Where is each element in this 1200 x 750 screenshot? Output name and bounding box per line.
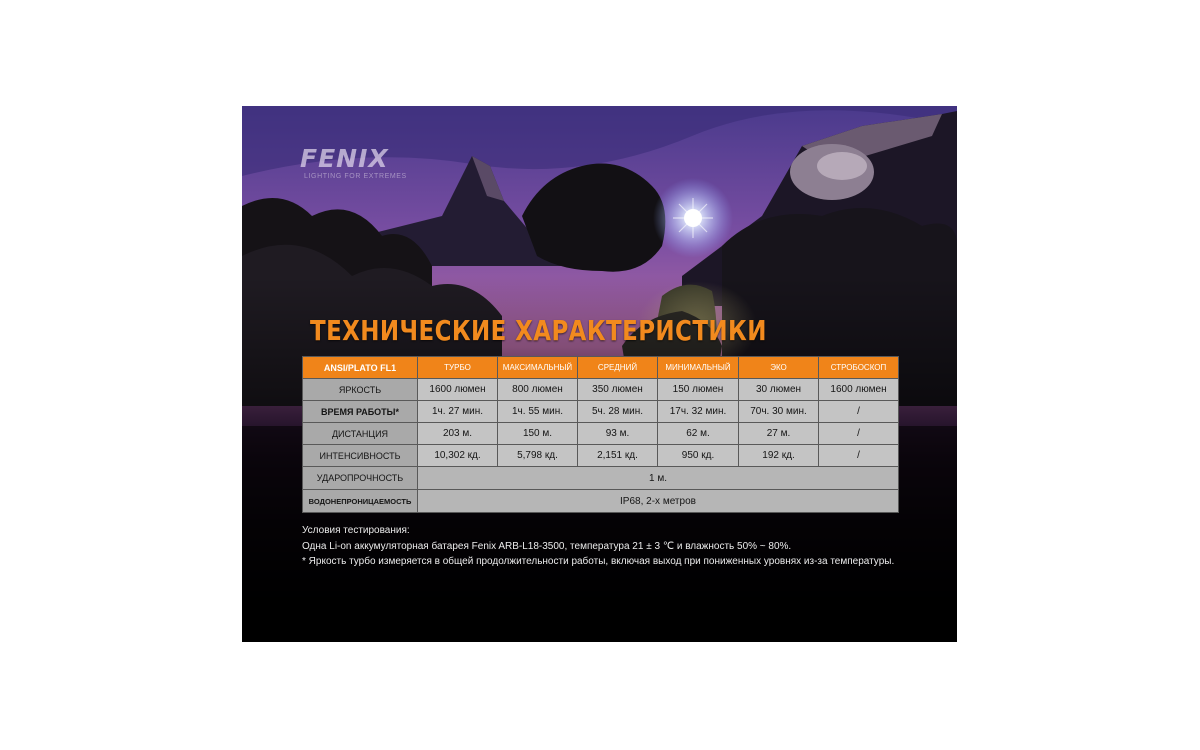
table-cell: / [819, 445, 899, 467]
mode-header: СРЕДНИЙ [578, 357, 658, 379]
row-label: ДИСТАНЦИЯ [303, 423, 418, 445]
notes-line: Одна Li-on аккумуляторная батарея Fenix ARB-L18-3500, температура 21 ± 3 ℃ и влажность 50% ~ 80%. [302, 540, 792, 552]
mode-header: ТУРБО [418, 357, 498, 379]
table-cell: 150 м. [498, 423, 578, 445]
logo-wordmark: FENIX [300, 144, 389, 173]
table-row [303, 467, 899, 490]
table-cell: 62 м. [658, 423, 739, 445]
row-label: ИНТЕНСИВНОСТЬ [303, 445, 418, 467]
table-cell: 1 м. [418, 467, 899, 490]
table-cell: 1600 люмен [819, 379, 899, 401]
table-cell: 1ч. 55 мин. [498, 401, 578, 423]
fenix-logo [300, 146, 410, 180]
table-row [303, 445, 899, 467]
row-label: ВОДОНЕПРОНИЦАЕМОСТЬ [303, 490, 418, 513]
specs-heading: ТЕХНИЧЕСКИЕ ХАРАКТЕРИСТИКИ [310, 314, 767, 347]
table-cell: 5,798 кд. [498, 445, 578, 467]
row-label: ВРЕМЯ РАБОТЫ* [303, 401, 418, 423]
notes-title: Условия тестирования: [302, 525, 410, 536]
table-cell: 350 люмен [578, 379, 658, 401]
table-cell: 5ч. 28 мин. [578, 401, 658, 423]
table-cell: 30 люмен [739, 379, 819, 401]
mode-header: ЭКО [739, 357, 819, 379]
table-cell: / [819, 423, 899, 445]
table-cell: 203 м. [418, 423, 498, 445]
spec-card [242, 106, 957, 642]
table-cell: 800 люмен [498, 379, 578, 401]
table-cell: / [819, 401, 899, 423]
row-label: ЯРКОСТЬ [303, 379, 418, 401]
table-row [303, 490, 899, 513]
table-cell: 1ч. 27 мин. [418, 401, 498, 423]
table-cell: 17ч. 32 мин. [658, 401, 739, 423]
table-row [303, 423, 899, 445]
table-cell: 1600 люмен [418, 379, 498, 401]
row-label: УДАРОПРОЧНОСТЬ [303, 467, 418, 490]
table-cell: 27 м. [739, 423, 819, 445]
table-cell: 150 люмен [658, 379, 739, 401]
table-header-row [303, 357, 899, 379]
table-corner-header: ANSI/PLATO FL1 [303, 357, 418, 379]
table-cell: 2,151 кд. [578, 445, 658, 467]
test-conditions-notes [302, 523, 912, 570]
table-cell: 10,302 кд. [418, 445, 498, 467]
specs-table [302, 356, 899, 513]
table-row [303, 379, 899, 401]
mode-header: МАКСИМАЛЬНЫЙ [498, 357, 578, 379]
table-cell: 70ч. 30 мин. [739, 401, 819, 423]
mode-header: СТРОБОСКОП [819, 357, 899, 379]
table-row [303, 401, 899, 423]
mode-header: МИНИМАЛЬНЫЙ [658, 357, 739, 379]
notes-line: * Яркость турбо измеряется в общей продолжительности работы, включая выход при пониженных уровнях из-за температуры. [302, 556, 895, 567]
table-cell: 192 кд. [739, 445, 819, 467]
table-cell: IP68, 2-х метров [418, 490, 899, 513]
table-cell: 93 м. [578, 423, 658, 445]
logo-tagline: LIGHTING FOR EXTREMES [304, 173, 407, 180]
table-cell: 950 кд. [658, 445, 739, 467]
